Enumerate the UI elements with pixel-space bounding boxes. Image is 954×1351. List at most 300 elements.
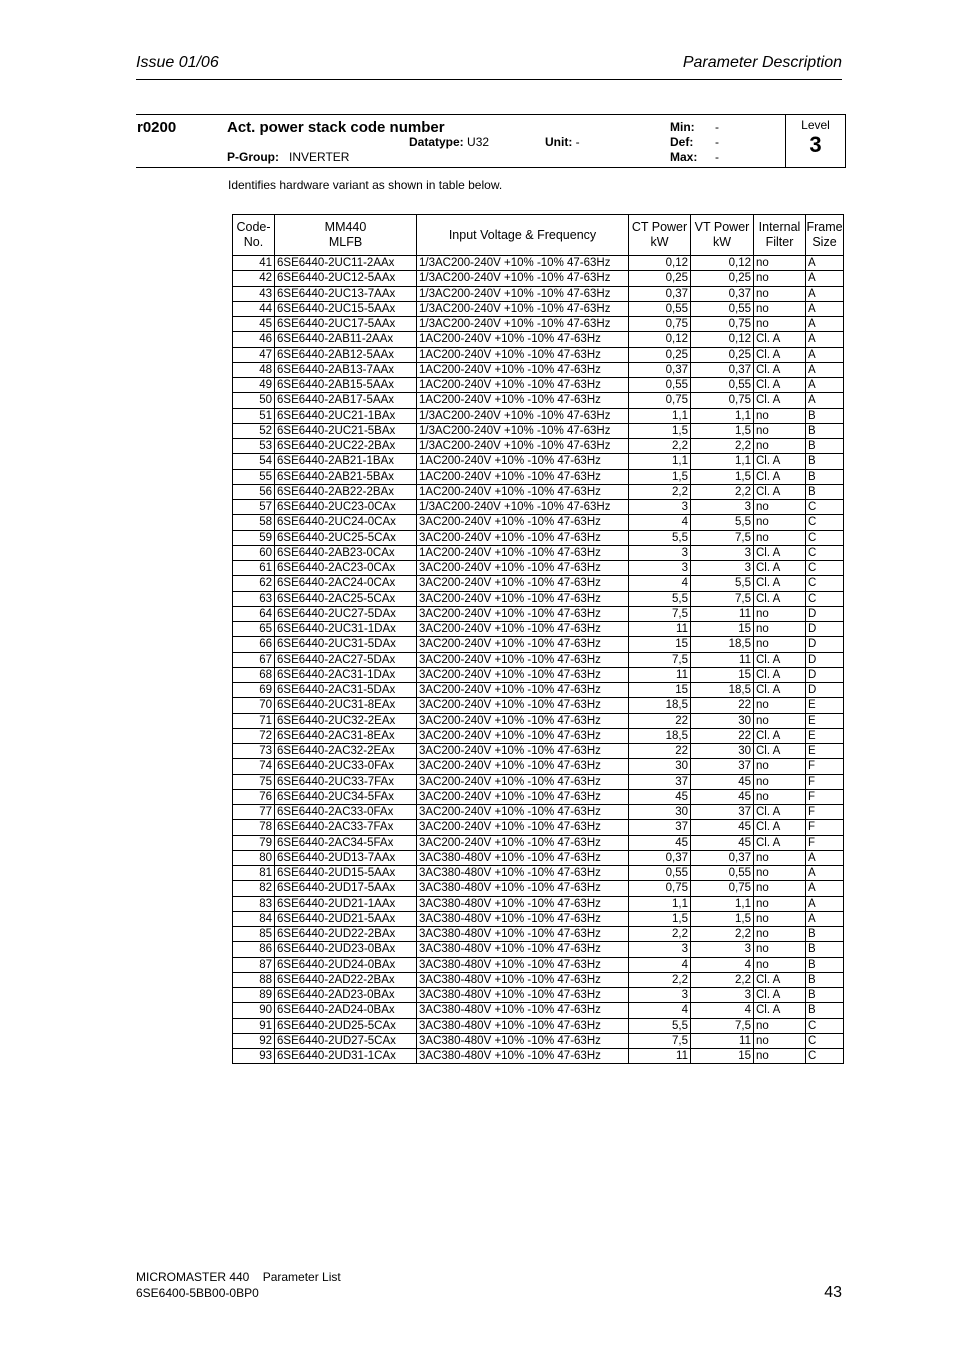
- code-cell: 76: [233, 789, 275, 804]
- code-cell: 75: [233, 774, 275, 789]
- mlfb-cell: 6SE6440-2AC27-5DAx: [275, 652, 417, 667]
- code-cell: 41: [233, 256, 275, 271]
- ct-power-cell: 30: [629, 805, 691, 820]
- table-row: [233, 713, 844, 728]
- ct-power-cell: 0,75: [629, 881, 691, 896]
- filter-cell: no: [754, 408, 806, 423]
- mlfb-cell: 6SE6440-2AD22-2BAx: [275, 972, 417, 987]
- code-cell: 45: [233, 317, 275, 332]
- frame-cell: B: [806, 454, 844, 469]
- ct-power-cell: 1,1: [629, 454, 691, 469]
- code-cell: 82: [233, 881, 275, 896]
- filter-cell: no: [754, 530, 806, 545]
- input-cell: 1/3AC200-240V +10% -10% 47-63Hz: [417, 408, 629, 423]
- frame-cell: D: [806, 637, 844, 652]
- input-cell: 1AC200-240V +10% -10% 47-63Hz: [417, 545, 629, 560]
- mlfb-cell: 6SE6440-2AC24-0CAx: [275, 576, 417, 591]
- input-cell: 1/3AC200-240V +10% -10% 47-63Hz: [417, 286, 629, 301]
- ct-power-cell: 2,2: [629, 439, 691, 454]
- ct-power-cell: 1,5: [629, 911, 691, 926]
- vt-power-cell: 15: [691, 1049, 754, 1064]
- table-row: [233, 393, 844, 408]
- code-cell: 55: [233, 469, 275, 484]
- ct-power-cell: 1,5: [629, 423, 691, 438]
- filter-cell: no: [754, 759, 806, 774]
- parameter-number: r0200: [137, 119, 177, 136]
- table-row: [233, 820, 844, 835]
- ct-power-cell: 11: [629, 667, 691, 682]
- input-cell: 3AC380-480V +10% -10% 47-63Hz: [417, 881, 629, 896]
- mlfb-cell: 6SE6440-2UC31-1DAx: [275, 622, 417, 637]
- input-cell: 3AC200-240V +10% -10% 47-63Hz: [417, 576, 629, 591]
- input-cell: 1/3AC200-240V +10% -10% 47-63Hz: [417, 439, 629, 454]
- code-cell: 78: [233, 820, 275, 835]
- vt-power-cell: 1,5: [691, 423, 754, 438]
- mlfb-cell: 6SE6440-2AD23-0BAx: [275, 988, 417, 1003]
- vt-power-cell: 0,55: [691, 378, 754, 393]
- mlfb-cell: 6SE6440-2UD31-1CAx: [275, 1049, 417, 1064]
- parameter-datatype: Datatype: U32: [409, 135, 490, 149]
- table-row: [233, 469, 844, 484]
- frame-cell: D: [806, 606, 844, 621]
- ct-power-cell: 5,5: [629, 1018, 691, 1033]
- code-cell: 58: [233, 515, 275, 530]
- mlfb-cell: 6SE6440-2UC17-5AAx: [275, 317, 417, 332]
- code-cell: 71: [233, 713, 275, 728]
- table-row: [233, 911, 844, 926]
- frame-cell: B: [806, 972, 844, 987]
- ct-power-cell: 1,1: [629, 408, 691, 423]
- vt-power-cell: 1,5: [691, 469, 754, 484]
- table-row: [233, 1033, 844, 1048]
- code-cell: 84: [233, 911, 275, 926]
- mlfb-cell: 6SE6440-2AC31-5DAx: [275, 683, 417, 698]
- table-row: [233, 606, 844, 621]
- frame-cell: C: [806, 561, 844, 576]
- mlfb-cell: 6SE6440-2UC22-2BAx: [275, 439, 417, 454]
- code-cell: 89: [233, 988, 275, 1003]
- mlfb-cell: 6SE6440-2AB21-5BAx: [275, 469, 417, 484]
- ct-power-cell: 3: [629, 988, 691, 1003]
- mlfb-cell: 6SE6440-2UD13-7AAx: [275, 850, 417, 865]
- filter-cell: no: [754, 271, 806, 286]
- frame-cell: A: [806, 850, 844, 865]
- mlfb-cell: 6SE6440-2UC27-5DAx: [275, 606, 417, 621]
- code-cell: 56: [233, 484, 275, 499]
- code-cell: 62: [233, 576, 275, 591]
- ct-power-cell: 5,5: [629, 530, 691, 545]
- table-body: [233, 256, 844, 1064]
- frame-cell: A: [806, 911, 844, 926]
- vt-power-cell: 3: [691, 942, 754, 957]
- input-cell: 1AC200-240V +10% -10% 47-63Hz: [417, 378, 629, 393]
- vt-power-cell: 0,25: [691, 271, 754, 286]
- input-cell: 1AC200-240V +10% -10% 47-63Hz: [417, 393, 629, 408]
- frame-cell: C: [806, 545, 844, 560]
- table-row: [233, 927, 844, 942]
- filter-cell: no: [754, 911, 806, 926]
- frame-cell: A: [806, 271, 844, 286]
- frame-cell: B: [806, 469, 844, 484]
- filter-cell: no: [754, 622, 806, 637]
- ct-power-cell: 7,5: [629, 1033, 691, 1048]
- mlfb-cell: 6SE6440-2AC32-2EAx: [275, 744, 417, 759]
- frame-cell: D: [806, 652, 844, 667]
- table-row: [233, 866, 844, 881]
- vt-power-cell: 15: [691, 667, 754, 682]
- input-cell: 3AC380-480V +10% -10% 47-63Hz: [417, 1049, 629, 1064]
- filter-cell: Cl. A: [754, 454, 806, 469]
- table-row: [233, 454, 844, 469]
- vt-power-cell: 4: [691, 1003, 754, 1018]
- vt-power-cell: 0,75: [691, 317, 754, 332]
- frame-cell: C: [806, 576, 844, 591]
- input-cell: 3AC200-240V +10% -10% 47-63Hz: [417, 698, 629, 713]
- mlfb-cell: 6SE6440-2UD15-5AAx: [275, 866, 417, 881]
- table-row: [233, 744, 844, 759]
- mlfb-cell: 6SE6440-2UC34-5FAx: [275, 789, 417, 804]
- frame-cell: F: [806, 835, 844, 850]
- vt-power-cell: 0,55: [691, 866, 754, 881]
- mlfb-cell: 6SE6440-2AB13-7AAx: [275, 362, 417, 377]
- table-row: [233, 789, 844, 804]
- vt-power-cell: 2,2: [691, 972, 754, 987]
- frame-cell: F: [806, 759, 844, 774]
- ct-power-cell: 37: [629, 820, 691, 835]
- filter-cell: Cl. A: [754, 805, 806, 820]
- frame-cell: C: [806, 515, 844, 530]
- mlfb-cell: 6SE6440-2UC31-5DAx: [275, 637, 417, 652]
- table-row: [233, 652, 844, 667]
- table-row: [233, 728, 844, 743]
- vt-power-cell: 37: [691, 759, 754, 774]
- input-cell: 1AC200-240V +10% -10% 47-63Hz: [417, 347, 629, 362]
- code-cell: 50: [233, 393, 275, 408]
- table-row: [233, 378, 844, 393]
- mlfb-cell: 6SE6440-2UC31-8EAx: [275, 698, 417, 713]
- input-cell: 3AC200-240V +10% -10% 47-63Hz: [417, 622, 629, 637]
- input-cell: 3AC200-240V +10% -10% 47-63Hz: [417, 515, 629, 530]
- frame-cell: A: [806, 347, 844, 362]
- mlfb-cell: 6SE6440-2AB22-2BAx: [275, 484, 417, 499]
- mlfb-cell: 6SE6440-2UC15-5AAx: [275, 301, 417, 316]
- vt-power-cell: 0,37: [691, 286, 754, 301]
- input-cell: 3AC200-240V +10% -10% 47-63Hz: [417, 606, 629, 621]
- ct-power-cell: 4: [629, 957, 691, 972]
- table-row: [233, 774, 844, 789]
- code-cell: 80: [233, 850, 275, 865]
- code-cell: 65: [233, 622, 275, 637]
- frame-cell: A: [806, 896, 844, 911]
- vt-power-cell: 0,12: [691, 256, 754, 271]
- mlfb-cell: 6SE6440-2AC23-0CAx: [275, 561, 417, 576]
- mlfb-cell: 6SE6440-2UC32-2EAx: [275, 713, 417, 728]
- filter-cell: Cl. A: [754, 683, 806, 698]
- vt-power-cell: 22: [691, 698, 754, 713]
- mlfb-cell: 6SE6440-2UC21-1BAx: [275, 408, 417, 423]
- vt-power-cell: 7,5: [691, 591, 754, 606]
- code-cell: 60: [233, 545, 275, 560]
- input-cell: 3AC200-240V +10% -10% 47-63Hz: [417, 652, 629, 667]
- input-cell: 3AC200-240V +10% -10% 47-63Hz: [417, 805, 629, 820]
- ct-power-cell: 3: [629, 942, 691, 957]
- input-cell: 1AC200-240V +10% -10% 47-63Hz: [417, 332, 629, 347]
- input-cell: 3AC380-480V +10% -10% 47-63Hz: [417, 957, 629, 972]
- frame-cell: E: [806, 744, 844, 759]
- frame-cell: E: [806, 698, 844, 713]
- code-cell: 59: [233, 530, 275, 545]
- code-cell: 66: [233, 637, 275, 652]
- input-cell: 3AC200-240V +10% -10% 47-63Hz: [417, 530, 629, 545]
- ct-power-cell: 0,37: [629, 286, 691, 301]
- table-row: [233, 988, 844, 1003]
- frame-cell: A: [806, 866, 844, 881]
- table-row: [233, 301, 844, 316]
- vt-power-cell: 30: [691, 744, 754, 759]
- table-row: [233, 408, 844, 423]
- mlfb-cell: 6SE6440-2AC34-5FAx: [275, 835, 417, 850]
- vt-power-cell: 2,2: [691, 439, 754, 454]
- input-cell: 1/3AC200-240V +10% -10% 47-63Hz: [417, 423, 629, 438]
- frame-cell: B: [806, 988, 844, 1003]
- mlfb-cell: 6SE6440-2UC33-7FAx: [275, 774, 417, 789]
- mlfb-cell: 6SE6440-2AB21-1BAx: [275, 454, 417, 469]
- filter-cell: no: [754, 1033, 806, 1048]
- table-row: [233, 805, 844, 820]
- input-cell: 3AC380-480V +10% -10% 47-63Hz: [417, 850, 629, 865]
- input-cell: 3AC200-240V +10% -10% 47-63Hz: [417, 728, 629, 743]
- table-row: [233, 972, 844, 987]
- table-row: [233, 942, 844, 957]
- mlfb-cell: 6SE6440-2UC25-5CAx: [275, 530, 417, 545]
- ct-power-cell: 30: [629, 759, 691, 774]
- table-row: [233, 881, 844, 896]
- code-cell: 57: [233, 500, 275, 515]
- input-cell: 3AC380-480V +10% -10% 47-63Hz: [417, 1003, 629, 1018]
- code-cell: 52: [233, 423, 275, 438]
- vt-power-cell: 11: [691, 652, 754, 667]
- table-row: [233, 637, 844, 652]
- table-row: [233, 957, 844, 972]
- ct-power-cell: 0,75: [629, 317, 691, 332]
- input-cell: 3AC200-240V +10% -10% 47-63Hz: [417, 835, 629, 850]
- parameter-group: P-Group: INVERTER: [227, 150, 350, 164]
- input-cell: 3AC200-240V +10% -10% 47-63Hz: [417, 683, 629, 698]
- input-cell: 1/3AC200-240V +10% -10% 47-63Hz: [417, 317, 629, 332]
- ct-power-cell: 3: [629, 500, 691, 515]
- table-row: [233, 591, 844, 606]
- vt-power-cell: 0,37: [691, 362, 754, 377]
- parameter-unit: Unit: -: [545, 135, 580, 149]
- mlfb-cell: 6SE6440-2AC33-0FAx: [275, 805, 417, 820]
- ct-power-cell: 0,37: [629, 850, 691, 865]
- code-cell: 83: [233, 896, 275, 911]
- filter-cell: no: [754, 850, 806, 865]
- filter-cell: no: [754, 927, 806, 942]
- frame-cell: A: [806, 286, 844, 301]
- vt-power-cell: 5,5: [691, 515, 754, 530]
- table-row: [233, 423, 844, 438]
- input-cell: 1/3AC200-240V +10% -10% 47-63Hz: [417, 500, 629, 515]
- table-row: [233, 332, 844, 347]
- input-cell: 3AC200-240V +10% -10% 47-63Hz: [417, 744, 629, 759]
- frame-cell: F: [806, 789, 844, 804]
- code-cell: 72: [233, 728, 275, 743]
- frame-cell: C: [806, 1033, 844, 1048]
- code-cell: 79: [233, 835, 275, 850]
- code-cell: 43: [233, 286, 275, 301]
- frame-cell: A: [806, 881, 844, 896]
- filter-cell: Cl. A: [754, 469, 806, 484]
- filter-cell: no: [754, 515, 806, 530]
- ct-power-cell: 0,12: [629, 256, 691, 271]
- filter-cell: no: [754, 423, 806, 438]
- code-cell: 48: [233, 362, 275, 377]
- ct-power-cell: 0,37: [629, 362, 691, 377]
- vt-power-cell: 0,12: [691, 332, 754, 347]
- input-cell: 3AC200-240V +10% -10% 47-63Hz: [417, 561, 629, 576]
- frame-cell: A: [806, 332, 844, 347]
- vt-power-cell: 0,75: [691, 393, 754, 408]
- ct-power-cell: 7,5: [629, 606, 691, 621]
- min-label: Min:: [670, 120, 695, 134]
- ct-power-cell: 45: [629, 789, 691, 804]
- filter-cell: Cl. A: [754, 1003, 806, 1018]
- code-cell: 91: [233, 1018, 275, 1033]
- input-cell: 1AC200-240V +10% -10% 47-63Hz: [417, 469, 629, 484]
- mlfb-cell: 6SE6440-2UC12-5AAx: [275, 271, 417, 286]
- code-cell: 42: [233, 271, 275, 286]
- input-cell: 3AC380-480V +10% -10% 47-63Hz: [417, 896, 629, 911]
- vt-power-cell: 0,75: [691, 881, 754, 896]
- input-cell: 3AC380-480V +10% -10% 47-63Hz: [417, 866, 629, 881]
- input-cell: 3AC200-240V +10% -10% 47-63Hz: [417, 759, 629, 774]
- col-header-ct-power: CT Power kW: [629, 215, 691, 256]
- code-cell: 54: [233, 454, 275, 469]
- mlfb-cell: 6SE6440-2AB17-5AAx: [275, 393, 417, 408]
- mlfb-cell: 6SE6440-2UC33-0FAx: [275, 759, 417, 774]
- mlfb-cell: 6SE6440-2AD24-0BAx: [275, 1003, 417, 1018]
- filter-cell: no: [754, 774, 806, 789]
- ct-power-cell: 18,5: [629, 728, 691, 743]
- frame-cell: F: [806, 820, 844, 835]
- mlfb-cell: 6SE6440-2UD25-5CAx: [275, 1018, 417, 1033]
- ct-power-cell: 0,25: [629, 271, 691, 286]
- filter-cell: Cl. A: [754, 744, 806, 759]
- ct-power-cell: 2,2: [629, 927, 691, 942]
- header-issue: Issue 01/06: [136, 54, 219, 71]
- ct-power-cell: 1,1: [629, 896, 691, 911]
- def-value: -: [715, 135, 719, 149]
- filter-cell: Cl. A: [754, 561, 806, 576]
- filter-cell: no: [754, 1049, 806, 1064]
- ct-power-cell: 5,5: [629, 591, 691, 606]
- code-cell: 63: [233, 591, 275, 606]
- page-number: 43: [824, 1284, 842, 1301]
- code-cell: 70: [233, 698, 275, 713]
- code-cell: 93: [233, 1049, 275, 1064]
- max-value: -: [715, 150, 719, 164]
- filter-cell: Cl. A: [754, 652, 806, 667]
- table-row: [233, 683, 844, 698]
- mlfb-cell: 6SE6440-2UD24-0BAx: [275, 957, 417, 972]
- input-cell: 3AC380-480V +10% -10% 47-63Hz: [417, 942, 629, 957]
- filter-cell: Cl. A: [754, 362, 806, 377]
- frame-cell: B: [806, 927, 844, 942]
- def-label: Def:: [670, 135, 694, 149]
- ct-power-cell: 22: [629, 713, 691, 728]
- ct-power-cell: 0,55: [629, 301, 691, 316]
- frame-cell: B: [806, 408, 844, 423]
- filter-cell: no: [754, 713, 806, 728]
- table-row: [233, 439, 844, 454]
- vt-power-cell: 5,5: [691, 576, 754, 591]
- vt-power-cell: 45: [691, 789, 754, 804]
- code-cell: 49: [233, 378, 275, 393]
- mlfb-cell: 6SE6440-2UC24-0CAx: [275, 515, 417, 530]
- ct-power-cell: 0,75: [629, 393, 691, 408]
- input-cell: 3AC200-240V +10% -10% 47-63Hz: [417, 637, 629, 652]
- code-cell: 64: [233, 606, 275, 621]
- input-cell: 1/3AC200-240V +10% -10% 47-63Hz: [417, 256, 629, 271]
- vt-power-cell: 0,55: [691, 301, 754, 316]
- code-cell: 77: [233, 805, 275, 820]
- code-cell: 85: [233, 927, 275, 942]
- input-cell: 3AC200-240V +10% -10% 47-63Hz: [417, 667, 629, 682]
- ct-power-cell: 22: [629, 744, 691, 759]
- code-cell: 51: [233, 408, 275, 423]
- frame-cell: A: [806, 256, 844, 271]
- vt-power-cell: 30: [691, 713, 754, 728]
- level-value: 3: [809, 132, 822, 157]
- input-cell: 3AC380-480V +10% -10% 47-63Hz: [417, 972, 629, 987]
- input-cell: 1/3AC200-240V +10% -10% 47-63Hz: [417, 301, 629, 316]
- ct-power-cell: 4: [629, 515, 691, 530]
- header-divider: [136, 79, 842, 80]
- mlfb-cell: 6SE6440-2AC31-8EAx: [275, 728, 417, 743]
- frame-cell: A: [806, 393, 844, 408]
- vt-power-cell: 4: [691, 957, 754, 972]
- vt-power-cell: 2,2: [691, 484, 754, 499]
- filter-cell: Cl. A: [754, 835, 806, 850]
- frame-cell: E: [806, 713, 844, 728]
- vt-power-cell: 3: [691, 500, 754, 515]
- input-cell: 3AC200-240V +10% -10% 47-63Hz: [417, 789, 629, 804]
- frame-cell: B: [806, 942, 844, 957]
- filter-cell: no: [754, 881, 806, 896]
- table-row: [233, 896, 844, 911]
- input-cell: 3AC200-240V +10% -10% 47-63Hz: [417, 591, 629, 606]
- code-cell: 53: [233, 439, 275, 454]
- footer-product: MICROMASTER 440 Parameter List: [136, 1270, 341, 1284]
- col-header-mlfb: MM440 MLFB: [275, 215, 417, 256]
- filter-cell: no: [754, 637, 806, 652]
- table-row: [233, 667, 844, 682]
- filter-cell: no: [754, 317, 806, 332]
- table-row: [233, 622, 844, 637]
- code-cell: 92: [233, 1033, 275, 1048]
- filter-cell: Cl. A: [754, 393, 806, 408]
- table-row: [233, 530, 844, 545]
- col-header-code: Code- No.: [233, 215, 275, 256]
- code-cell: 46: [233, 332, 275, 347]
- code-cell: 81: [233, 866, 275, 881]
- input-cell: 3AC200-240V +10% -10% 47-63Hz: [417, 713, 629, 728]
- code-cell: 74: [233, 759, 275, 774]
- filter-cell: no: [754, 896, 806, 911]
- filter-cell: no: [754, 957, 806, 972]
- table-row: [233, 576, 844, 591]
